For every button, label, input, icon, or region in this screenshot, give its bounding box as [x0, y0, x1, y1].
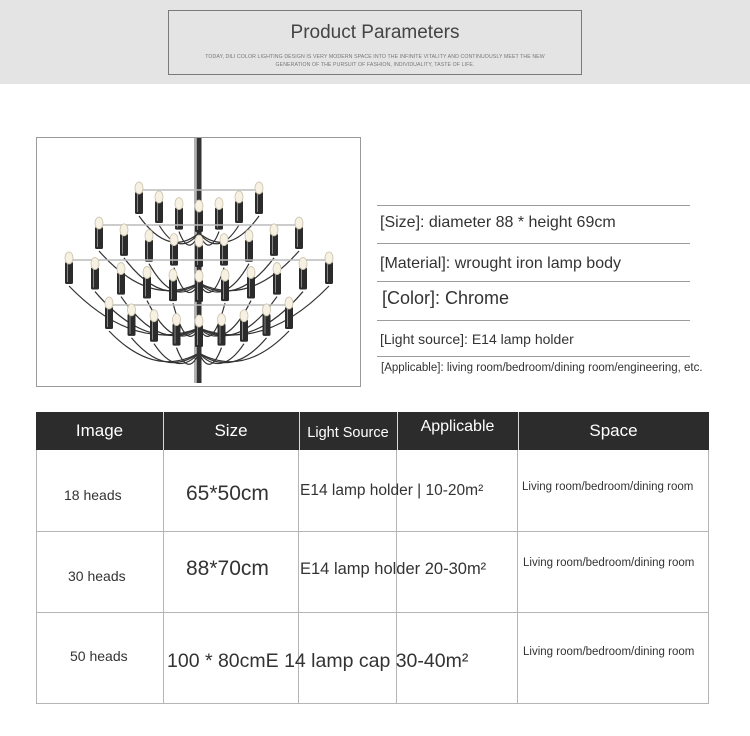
- table-border: [163, 450, 164, 704]
- row-3-space: Living room/bedroom/dining room: [523, 646, 695, 658]
- table-border: [298, 450, 299, 532]
- spec-light-source: [Light source]: E14 lamp holder: [380, 331, 574, 347]
- column-header-image: Image: [75, 421, 124, 440]
- spec-rule: [377, 243, 690, 244]
- spec-rule: [377, 320, 690, 321]
- column-header-size: Size: [214, 421, 248, 440]
- table-header: [36, 412, 709, 450]
- spec-size: [Size]: diameter 88 * height 69cm: [380, 214, 616, 231]
- table-border: [708, 450, 709, 704]
- page-subtitle: TODAY, DILI COLOR LIGHTING DESIGN IS VERY MODERN SPACE INTO THE INFINITE VITALITY AND CONTINUOUSLY MEET THE NEW GENERATION OF THE PURSUIT OF FASHION, INDIVIDUALITY, TASTE OF LIFE.: [205, 54, 545, 68]
- row-2-image: 30 heads: [68, 568, 126, 584]
- table-border: [298, 532, 299, 704]
- column-header-space: Space: [589, 421, 638, 440]
- header-divider: [299, 412, 300, 450]
- spec-rule: [377, 356, 690, 357]
- table-border: [36, 450, 37, 704]
- spec-color: [Color]: Chrome: [382, 288, 510, 308]
- row-divider: [36, 612, 709, 613]
- product-photo: [36, 137, 361, 387]
- column-header-applicable: Applicable: [420, 417, 495, 435]
- row-divider: [36, 531, 709, 532]
- title-box: [168, 10, 582, 75]
- column-header-light-source: Light Source: [307, 424, 389, 441]
- spec-rule: [377, 205, 690, 206]
- row-3-size: 100 * 80cmE 14 lamp cap 30-40m²: [167, 650, 469, 672]
- spec-rule: [377, 281, 690, 282]
- header-banner: [0, 0, 750, 84]
- header-divider: [397, 412, 398, 450]
- table-border: [517, 450, 518, 704]
- row-divider: [36, 703, 709, 704]
- row-1-space: Living room/bedroom/dining room: [522, 481, 694, 493]
- spec-material: [Material]: wrought iron lamp body: [380, 255, 621, 272]
- row-1-size: 65*50cm: [186, 482, 269, 505]
- row-2-size: 88*70cm: [186, 557, 269, 580]
- header-divider: [163, 412, 164, 450]
- header-divider: [518, 412, 519, 450]
- row-2-light-applicable: E14 lamp holder 20-30m²: [300, 560, 487, 578]
- page-title: Product Parameters: [290, 22, 460, 43]
- row-1-light-applicable: E14 lamp holder | 10-20m²: [300, 482, 484, 499]
- chandelier-icon: [37, 138, 360, 386]
- row-1-image: 18 heads: [64, 487, 122, 503]
- spec-applicable: [Applicable]: living room/bedroom/dining room/engineering, etc.: [381, 362, 703, 374]
- row-2-space: Living room/bedroom/dining room: [523, 557, 695, 569]
- row-3-image: 50 heads: [70, 648, 128, 664]
